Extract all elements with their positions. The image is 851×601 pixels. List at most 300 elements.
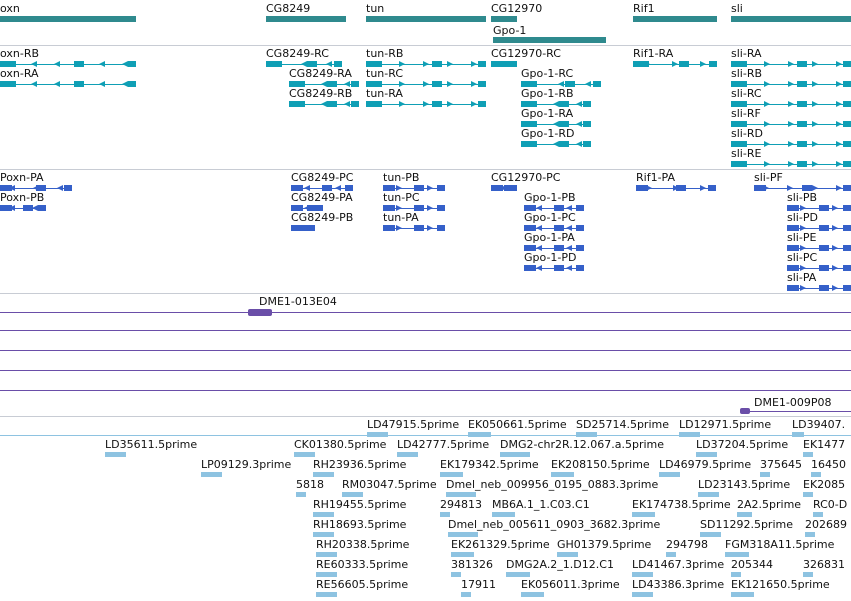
arrow-right-icon bbox=[700, 61, 706, 67]
exon-block bbox=[843, 101, 851, 107]
arrow-right-icon bbox=[471, 101, 477, 107]
probe-baseline bbox=[0, 390, 851, 391]
est-label: LD37204.5prime bbox=[696, 438, 789, 451]
exon-block bbox=[843, 245, 851, 251]
cds-model[interactable] bbox=[291, 223, 315, 234]
arrow-right-icon bbox=[672, 61, 678, 67]
est-label: Dmel_neb_005611_0903_3682.3prime bbox=[448, 518, 661, 531]
gene-track bbox=[0, 0, 851, 45]
est-label: EK261329.5prime bbox=[451, 538, 550, 551]
cds-label: tun-PC bbox=[383, 191, 420, 204]
transcript-label: sli-RE bbox=[731, 147, 762, 160]
arrow-right-icon bbox=[836, 185, 842, 191]
exon-block bbox=[583, 101, 591, 107]
probe-track bbox=[0, 294, 851, 416]
arrow-right-icon bbox=[399, 101, 405, 107]
exon-block bbox=[843, 265, 851, 271]
arrow-left-icon bbox=[576, 141, 582, 147]
exon-block bbox=[38, 205, 46, 211]
est-mark[interactable] bbox=[313, 532, 334, 537]
cds-label: Gpo-1-PD bbox=[524, 251, 577, 264]
intron-line bbox=[0, 84, 136, 85]
transcript-label: tun-RB bbox=[366, 47, 404, 60]
est-label: LD41467.3prime bbox=[632, 558, 725, 571]
exon-block bbox=[709, 61, 717, 67]
arrow-right-icon bbox=[673, 185, 679, 191]
est-label: 2A2.5prime bbox=[737, 498, 802, 511]
exon-block bbox=[797, 81, 807, 87]
exon-block bbox=[583, 121, 591, 127]
arrow-right-icon bbox=[832, 205, 838, 211]
transcript-label: oxn-RA bbox=[0, 67, 39, 80]
est-mark[interactable] bbox=[316, 552, 337, 557]
est-mark[interactable] bbox=[666, 552, 676, 557]
exon-block bbox=[327, 101, 337, 107]
cds-model[interactable] bbox=[0, 203, 46, 214]
cds-label: CG8249-PA bbox=[291, 191, 353, 204]
est-mark[interactable] bbox=[551, 472, 574, 477]
est-mark[interactable] bbox=[500, 452, 530, 457]
exon-block bbox=[843, 185, 851, 191]
arrow-right-icon bbox=[812, 141, 818, 147]
est-label: 17911 bbox=[461, 578, 496, 591]
est-mark[interactable] bbox=[698, 492, 719, 497]
exon-block bbox=[576, 265, 584, 271]
est-label: 375645 bbox=[760, 458, 802, 471]
arrow-right-icon bbox=[644, 61, 650, 67]
arrow-left-icon bbox=[298, 101, 304, 107]
probe-baseline bbox=[0, 312, 851, 313]
arrow-right-icon bbox=[836, 141, 842, 147]
est-mark[interactable] bbox=[313, 472, 334, 477]
exon-block bbox=[383, 225, 395, 231]
cds-track bbox=[0, 170, 851, 293]
gene-bar[interactable] bbox=[366, 16, 486, 22]
est-mark[interactable] bbox=[440, 472, 463, 477]
exon-block bbox=[432, 81, 442, 87]
arrow-left-icon bbox=[536, 265, 542, 271]
cds-label: sli-PB bbox=[787, 191, 817, 204]
arrow-right-icon bbox=[836, 81, 842, 87]
arrow-right-icon bbox=[764, 61, 770, 67]
arrow-left-icon bbox=[530, 141, 536, 147]
gene-bar[interactable] bbox=[633, 16, 717, 22]
est-mark[interactable] bbox=[805, 532, 815, 537]
transcript-label: sli-RC bbox=[731, 87, 762, 100]
est-mark[interactable] bbox=[446, 492, 476, 497]
probe-baseline bbox=[0, 370, 851, 371]
probe-baseline bbox=[0, 350, 851, 351]
cds-label: sli-PC bbox=[787, 251, 818, 264]
probe-label: DME1-009P08 bbox=[754, 396, 832, 409]
gene-label: CG12970 bbox=[491, 2, 543, 15]
est-mark[interactable] bbox=[105, 452, 126, 457]
exon-block bbox=[478, 101, 486, 107]
est-mark[interactable] bbox=[696, 452, 717, 457]
cds-label: CG8249-PB bbox=[291, 211, 354, 224]
est-mark[interactable] bbox=[700, 532, 721, 537]
arrow-right-icon bbox=[812, 81, 818, 87]
arrow-right-icon bbox=[812, 101, 818, 107]
est-mark[interactable] bbox=[760, 472, 770, 477]
est-mark[interactable] bbox=[506, 572, 530, 577]
est-label: EK050661.5prime bbox=[468, 418, 567, 431]
exon-block bbox=[797, 141, 807, 147]
est-mark[interactable] bbox=[803, 492, 813, 497]
arrow-right-icon bbox=[812, 161, 818, 167]
arrow-left-icon bbox=[8, 81, 14, 87]
exon-block bbox=[843, 225, 851, 231]
arrow-right-icon bbox=[788, 81, 794, 87]
transcript-label: Gpo-1-RB bbox=[521, 87, 574, 100]
cds-label: sli-PA bbox=[787, 271, 817, 284]
arrow-right-icon bbox=[832, 265, 838, 271]
exon-block bbox=[432, 61, 442, 67]
transcript-model[interactable] bbox=[633, 59, 717, 70]
est-label: SD25714.5prime bbox=[576, 418, 669, 431]
est-label: RH19455.5prime bbox=[313, 498, 407, 511]
arrow-right-icon bbox=[764, 81, 770, 87]
est-baseline bbox=[0, 435, 851, 436]
arrow-left-icon bbox=[76, 81, 82, 87]
arrow-right-icon bbox=[788, 141, 794, 147]
exon-block bbox=[524, 265, 536, 271]
arrow-right-icon bbox=[832, 225, 838, 231]
exon-block bbox=[351, 101, 359, 107]
est-mark[interactable] bbox=[521, 592, 544, 597]
transcript-label: CG8249-RC bbox=[266, 47, 329, 60]
est-label: RH23936.5prime bbox=[313, 458, 407, 471]
est-label: 205344 bbox=[731, 558, 773, 571]
exon-block bbox=[797, 101, 807, 107]
cds-model[interactable] bbox=[636, 183, 716, 194]
arrow-right-icon bbox=[501, 185, 507, 191]
est-label: CK01380.5prime bbox=[294, 438, 387, 451]
arrow-right-icon bbox=[427, 185, 433, 191]
est-mark[interactable] bbox=[492, 512, 515, 517]
arrow-left-icon bbox=[122, 61, 128, 67]
est-mark[interactable] bbox=[451, 552, 474, 557]
exon-block bbox=[819, 265, 829, 271]
arrow-right-icon bbox=[423, 101, 429, 107]
est-label: EK179342.5prime bbox=[440, 458, 539, 471]
gene-label: Rif1 bbox=[633, 2, 655, 15]
arrow-right-icon bbox=[427, 225, 433, 231]
arrow-right-icon bbox=[764, 101, 770, 107]
est-mark[interactable] bbox=[557, 552, 578, 557]
gene-label: sli bbox=[731, 2, 743, 15]
arrow-right-icon bbox=[836, 121, 842, 127]
exon-block bbox=[554, 265, 564, 271]
arrow-left-icon bbox=[576, 101, 582, 107]
transcript-label: CG8249-RB bbox=[289, 87, 353, 100]
arrow-right-icon bbox=[832, 245, 838, 251]
arrow-right-icon bbox=[375, 101, 381, 107]
est-mark[interactable] bbox=[576, 432, 597, 437]
est-mark[interactable] bbox=[813, 512, 823, 517]
est-mark[interactable] bbox=[296, 492, 306, 497]
gene-bar[interactable] bbox=[491, 16, 517, 22]
est-label: 5818 bbox=[296, 478, 324, 491]
est-label: 381326 bbox=[451, 558, 493, 571]
arrow-right-icon bbox=[471, 61, 477, 67]
est-mark[interactable] bbox=[451, 572, 461, 577]
transcript-model[interactable] bbox=[491, 59, 517, 70]
exon-block bbox=[437, 205, 445, 211]
arrow-right-icon bbox=[788, 121, 794, 127]
est-mark[interactable] bbox=[461, 592, 471, 597]
gene-bar[interactable] bbox=[0, 16, 136, 22]
exon-block bbox=[843, 285, 851, 291]
est-mark[interactable] bbox=[679, 432, 700, 437]
est-label: RC0-D bbox=[813, 498, 848, 511]
arrow-right-icon bbox=[800, 285, 806, 291]
exon-block bbox=[843, 141, 851, 147]
cds-label: Gpo-1-PC bbox=[524, 211, 576, 224]
transcript-model[interactable] bbox=[0, 79, 136, 90]
est-mark[interactable] bbox=[448, 532, 478, 537]
arrow-right-icon bbox=[447, 101, 453, 107]
est-label: 294813 bbox=[440, 498, 482, 511]
exon-block bbox=[414, 225, 424, 231]
est-label: MB6A.1_1.C03.C1 bbox=[492, 498, 590, 511]
exon-block bbox=[593, 81, 601, 87]
est-mark[interactable] bbox=[632, 592, 653, 597]
est-mark[interactable] bbox=[294, 452, 315, 457]
est-label: EK121650.5prime bbox=[731, 578, 830, 591]
arrow-right-icon bbox=[836, 101, 842, 107]
transcript-label: sli-RB bbox=[731, 67, 763, 80]
exon-block bbox=[64, 185, 72, 191]
exon-block bbox=[843, 121, 851, 127]
est-label: LD23143.5prime bbox=[698, 478, 791, 491]
cds-label: CG12970-PC bbox=[491, 171, 561, 184]
est-label: RE56605.5prime bbox=[316, 578, 409, 591]
arrow-left-icon bbox=[585, 81, 591, 87]
exon-block bbox=[576, 225, 584, 231]
transcript-label: sli-RD bbox=[731, 127, 763, 140]
arrow-left-icon bbox=[553, 141, 559, 147]
est-label: LD46979.5prime bbox=[659, 458, 752, 471]
est-label: RE60333.5prime bbox=[316, 558, 409, 571]
est-mark[interactable] bbox=[316, 592, 337, 597]
est-label: EK1477 bbox=[803, 438, 846, 451]
cds-label: sli-PD bbox=[787, 211, 818, 224]
exon-block bbox=[307, 225, 315, 231]
cds-label: CG8249-PC bbox=[291, 171, 354, 184]
arrow-right-icon bbox=[788, 61, 794, 67]
est-label: RM03047.5prime bbox=[342, 478, 437, 491]
cds-label: sli-PE bbox=[787, 231, 817, 244]
arrow-right-icon bbox=[423, 81, 429, 87]
cds-model[interactable] bbox=[524, 263, 584, 274]
arrow-right-icon bbox=[788, 161, 794, 167]
arrow-right-icon bbox=[832, 285, 838, 291]
probe-baseline bbox=[740, 411, 851, 412]
arrow-right-icon bbox=[836, 61, 842, 67]
gene-bar[interactable] bbox=[266, 16, 346, 22]
exon-block bbox=[509, 61, 517, 67]
cds-label: Poxn-PB bbox=[0, 191, 45, 204]
est-mark[interactable] bbox=[313, 512, 334, 517]
gene-label: CG8249 bbox=[266, 2, 311, 15]
cds-label: Rif1-PA bbox=[636, 171, 675, 184]
exon-block bbox=[509, 185, 517, 191]
arrow-right-icon bbox=[764, 161, 770, 167]
exon-block bbox=[843, 61, 851, 67]
est-label: 326831 bbox=[803, 558, 845, 571]
exon-block bbox=[432, 101, 442, 107]
est-mark[interactable] bbox=[632, 572, 653, 577]
est-label: RH18693.5prime bbox=[313, 518, 407, 531]
exon-block bbox=[128, 81, 136, 87]
est-mark[interactable] bbox=[737, 512, 752, 517]
transcript-label: CG12970-RC bbox=[491, 47, 561, 60]
arrow-left-icon bbox=[321, 101, 327, 107]
est-mark[interactable] bbox=[811, 472, 821, 477]
arrow-right-icon bbox=[836, 161, 842, 167]
arrow-left-icon bbox=[54, 81, 60, 87]
transcript-model[interactable] bbox=[521, 139, 591, 150]
est-label: 294798 bbox=[666, 538, 708, 551]
arrow-left-icon bbox=[76, 61, 82, 67]
est-label: FGM318A11.5prime bbox=[725, 538, 835, 551]
est-mark[interactable] bbox=[316, 572, 337, 577]
transcript-label: CG8249-RA bbox=[289, 67, 352, 80]
est-mark[interactable] bbox=[803, 572, 813, 577]
arrow-right-icon bbox=[764, 141, 770, 147]
arrow-right-icon bbox=[812, 121, 818, 127]
est-mark[interactable] bbox=[725, 552, 749, 557]
exon-block bbox=[819, 285, 829, 291]
mrna-track bbox=[0, 46, 851, 169]
exon-block bbox=[797, 121, 807, 127]
arrow-right-icon bbox=[700, 185, 706, 191]
exon-block bbox=[797, 61, 807, 67]
est-mark[interactable] bbox=[792, 432, 804, 437]
est-label: EK174738.5prime bbox=[632, 498, 731, 511]
est-label: EK2085 bbox=[803, 478, 846, 491]
gene-label: Gpo-1 bbox=[493, 24, 527, 37]
est-label: RH20338.5prime bbox=[316, 538, 410, 551]
transcript-label: sli-RA bbox=[731, 47, 762, 60]
intron-line bbox=[0, 64, 136, 65]
est-mark[interactable] bbox=[731, 592, 754, 597]
arrow-right-icon bbox=[764, 121, 770, 127]
transcript-model[interactable] bbox=[289, 99, 359, 110]
exon-block bbox=[843, 81, 851, 87]
exon-block bbox=[679, 61, 689, 67]
est-label: DMG2-chr2R.12.067.a.5prime bbox=[500, 438, 665, 451]
arrow-right-icon bbox=[763, 185, 769, 191]
arrow-right-icon bbox=[447, 61, 453, 67]
arrow-left-icon bbox=[276, 61, 282, 67]
gene-bar[interactable] bbox=[493, 37, 606, 43]
est-mark[interactable] bbox=[342, 492, 363, 497]
exon-block bbox=[437, 185, 445, 191]
transcript-label: Gpo-1-RD bbox=[521, 127, 575, 140]
exon-block bbox=[583, 141, 591, 147]
est-mark[interactable] bbox=[201, 472, 222, 477]
gene-label: tun bbox=[366, 2, 385, 15]
transcript-label: Gpo-1-RC bbox=[521, 67, 574, 80]
arrow-left-icon bbox=[54, 61, 60, 67]
arrow-left-icon bbox=[566, 265, 572, 271]
arrow-left-icon bbox=[57, 185, 63, 191]
est-label: GH01379.5prime bbox=[557, 538, 652, 551]
arrow-right-icon bbox=[646, 185, 652, 191]
gene-label: oxn bbox=[0, 2, 20, 15]
est-label: Dmel_neb_009956_0195_0883.3prime bbox=[446, 478, 659, 491]
transcript-label: tun-RA bbox=[366, 87, 403, 100]
est-label: LD12971.5prime bbox=[679, 418, 772, 431]
exon-block bbox=[478, 81, 486, 87]
arrow-right-icon bbox=[788, 101, 794, 107]
gene-bar[interactable] bbox=[731, 16, 851, 22]
cds-label: Gpo-1-PA bbox=[524, 231, 575, 244]
exon-block bbox=[843, 161, 851, 167]
arrow-left-icon bbox=[99, 61, 105, 67]
transcript-label: Rif1-RA bbox=[633, 47, 674, 60]
probe-label: DME1-013E04 bbox=[259, 295, 337, 308]
exon-block bbox=[128, 61, 136, 67]
exon-block bbox=[843, 205, 851, 211]
est-label: EK208150.5prime bbox=[551, 458, 650, 471]
cds-model[interactable] bbox=[383, 223, 445, 234]
est-mark[interactable] bbox=[367, 432, 388, 437]
est-label: LD43386.3prime bbox=[632, 578, 725, 591]
est-mark[interactable] bbox=[468, 432, 491, 437]
transcript-label: Gpo-1-RA bbox=[521, 107, 574, 120]
exon-block bbox=[437, 225, 445, 231]
exon-block bbox=[576, 245, 584, 251]
cds-label: tun-PB bbox=[383, 171, 420, 184]
arrow-right-icon bbox=[423, 61, 429, 67]
est-label: EK056011.3prime bbox=[521, 578, 620, 591]
arrow-left-icon bbox=[576, 121, 582, 127]
est-label: DMG2A.2_1.D12.C1 bbox=[506, 558, 614, 571]
arrow-left-icon bbox=[31, 81, 37, 87]
arrow-right-icon bbox=[447, 81, 453, 87]
arrow-left-icon bbox=[99, 81, 105, 87]
est-mark[interactable] bbox=[632, 512, 655, 517]
arrow-left-icon bbox=[9, 205, 15, 211]
exon-block bbox=[576, 205, 584, 211]
est-label: LD39407. bbox=[792, 418, 846, 431]
est-label: LD47915.5prime bbox=[367, 418, 460, 431]
est-mark[interactable] bbox=[659, 472, 680, 477]
transcript-label: oxn-RB bbox=[0, 47, 40, 60]
cds-label: sli-PF bbox=[754, 171, 783, 184]
arrow-left-icon bbox=[32, 205, 38, 211]
cds-label: tun-PA bbox=[383, 211, 419, 224]
cds-model[interactable] bbox=[491, 183, 517, 194]
exon-block bbox=[819, 205, 829, 211]
arrow-right-icon bbox=[501, 61, 507, 67]
arrow-left-icon bbox=[122, 81, 128, 87]
est-mark[interactable] bbox=[397, 452, 418, 457]
exon-block bbox=[797, 161, 807, 167]
est-mark[interactable] bbox=[440, 512, 450, 517]
arrow-left-icon bbox=[344, 101, 350, 107]
est-label: LD35611.5prime bbox=[105, 438, 198, 451]
est-mark[interactable] bbox=[731, 572, 741, 577]
est-label: LP09129.3prime bbox=[201, 458, 292, 471]
exon-block bbox=[559, 141, 569, 147]
est-mark[interactable] bbox=[803, 452, 813, 457]
exon-block bbox=[478, 61, 486, 67]
transcript-model[interactable] bbox=[366, 99, 486, 110]
